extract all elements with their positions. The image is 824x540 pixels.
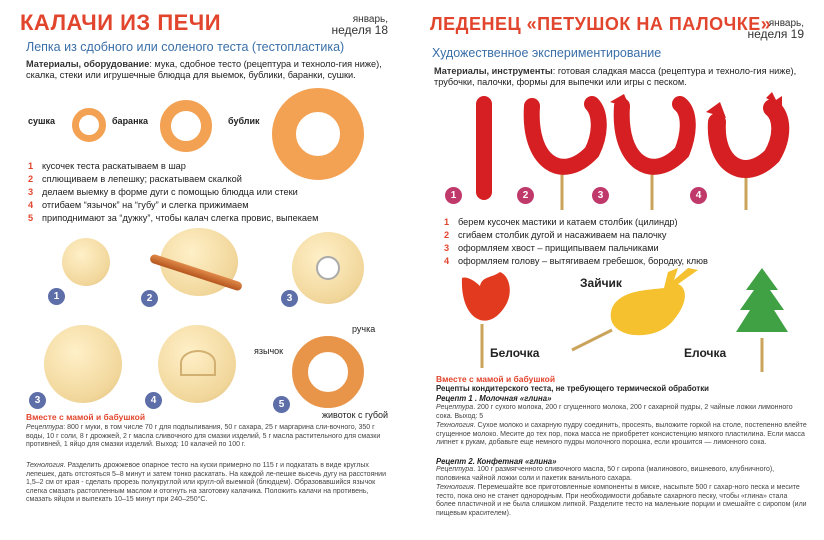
step-badge: 3 <box>592 187 609 204</box>
step-item: 5 приподнимают за “дужку”, чтобы калач слегка провис, выпекаем <box>28 213 319 223</box>
recipe-label: Рецептура <box>26 424 64 431</box>
step-item: 1 берем кусочек мастики и катаем столбик (цилиндр) <box>444 217 678 227</box>
step-item: 3 оформляем хвост – прищипываем пальчиками <box>444 243 659 253</box>
bunny-candy <box>611 268 698 335</box>
label-ruchka: ручка <box>352 324 376 334</box>
week-number: неделя 18 <box>331 23 388 37</box>
week-month: январь, <box>768 18 804 29</box>
ring-label-bublik: бублик <box>228 116 260 126</box>
steps-list <box>444 216 814 268</box>
together-title: Вместе с мамой и бабушкой <box>26 412 146 422</box>
technology2-text: Технология. Перемешайте все приготовленные компоненты в миске, насыпьте 500 г сахар-ного песка и месите тесто, пока оно не станет однородным. При необходимости добавьте сахарного песку, чтобы «глина» стала более пластичной и не была слишком липкой. Разделите тесто на маленькие порции и смешайте с сиропом (или пищевым красителем). <box>436 484 807 517</box>
step-item: 2 сгибаем столбик дугой и насаживаем на палочку <box>444 230 667 240</box>
recipe1-text: Рецептура. 200 г сухого молока, 200 г сгущенного молока, 200 г сахарной пудры, 2 чайные ложки лимонного сока. Выход: 5 <box>436 404 793 420</box>
recipe2-text: Рецептура. 100 г размягченного сливочного масла, 50 г сиропа (малинового, вишневого, клубничного), половинка чайной ложки соли и пакетик ванильного сахара. <box>436 466 775 482</box>
step-item: 4 оформляем голову – вытягиваем гребешок, бородку, клюв <box>444 256 708 266</box>
step-badge: 1 <box>48 288 65 305</box>
recipe-label: Рецептура <box>436 404 474 411</box>
baranka-ring <box>160 100 212 152</box>
dough-circle-illustration <box>44 325 122 403</box>
rooster-steps-illustration <box>432 92 802 214</box>
step-badge: 3 <box>281 290 298 307</box>
step-item: 3 делаем выемку в форме дуги с помощью блюдца или стеки <box>28 187 298 197</box>
fir-tree-candy <box>736 268 788 332</box>
candy-stage3 <box>622 104 688 167</box>
squirrel-candy <box>462 272 510 321</box>
materials-text <box>434 66 804 88</box>
technology-label: Технология <box>26 462 64 469</box>
step-badge: 2 <box>141 290 158 307</box>
label-belochka: Белочка <box>490 346 540 360</box>
week-label <box>744 18 804 40</box>
step-badge: 5 <box>273 396 290 413</box>
candy-stage4 <box>717 108 780 169</box>
step-badge: 1 <box>445 187 462 204</box>
recipe-text: Рецептура: 800 г муки, в том числе 70 г для подпыливания, 50 г сахара, 25 г маргарина сли-вочного, 350 г воды, 10 г соли, 8 г дрожжей, 2 г масла сливочного для смазки изделий, 5 г масла растительного для смазки противней, 1 яйцо для смазки изделий. Выход: 10 калачей по 100 г. <box>26 424 381 449</box>
saucer-illustration <box>316 256 340 280</box>
step-item: 1 кусочек теста раскатываем в шар <box>28 161 186 171</box>
label-yazychok: язычок <box>254 346 284 356</box>
technology-text: Технология. Разделить дрожжевое опарное тесто на куски примерно по 115 г и подкатать в виде круглых лепешек, дать отстояться 5–8 минут и затем тонко раскатать. На каждой ле-пешке высечь дугу на расстоянии 1,5–2 см от края - сделать прорезь полукруглой или кругл-ой выемкой (блюдцем). Образовавшийся язычок слегка смазать растопленным маслом и отогнуть на заготовку калачика. Положить калачи на противень, смазать яйцом и выпекать 10–15 минут при 240–250°С. <box>26 462 386 504</box>
step-badge: 2 <box>517 187 534 204</box>
materials-body: : готовая сладкая масса (рецептура и техноло-гия ниже), трубочки, палочки, формы для выпечки или игры с песком. <box>434 66 797 87</box>
sushka-ring <box>72 108 106 142</box>
step-badge: 4 <box>145 392 162 409</box>
step-item: 4 отгибаем “язычок” на “губу” и слегка прижимаем <box>28 200 249 210</box>
recipe-label: Рецептура <box>436 466 474 473</box>
technology-label: Технология <box>436 484 474 491</box>
subtitle: Художественное экспериментирование <box>432 46 662 60</box>
label-zaychik: Зайчик <box>580 276 622 290</box>
materials-body: : мука, сдобное тесто (рецептура и техноло-гия ниже), скалка, стеки или игрушечные блюдца для выемок, бублики, баранки, сушки. <box>26 59 382 80</box>
kalach-illustration <box>292 336 364 408</box>
label-elochka: Елочка <box>684 346 727 360</box>
subtitle: Лепка из сдобного или соленого теста (тестопластика) <box>26 40 345 54</box>
week-month: январь, <box>352 14 388 25</box>
steps-list <box>28 160 398 225</box>
technology-label: Технология <box>436 422 474 429</box>
page-title: КАЛАЧИ ИЗ ПЕЧИ <box>20 10 222 35</box>
step-badge: 4 <box>690 187 707 204</box>
label-zhivotok: животок с губой <box>322 410 389 420</box>
page-title: ЛЕДЕНЕЦ «ПЕТУШОК НА ПАЛОЧКЕ» <box>430 14 772 34</box>
ring-label-baranka: баранка <box>112 116 149 126</box>
step-item: 2 сплющиваем в лепешку; раскатываем скалкой <box>28 174 242 184</box>
candy-stick-stage1 <box>476 96 492 200</box>
ring-label-sushka: сушка <box>28 116 56 126</box>
candy-stage2 <box>532 104 599 167</box>
recipe1-title: Рецепт 1 . Молочная «глина» <box>436 394 552 403</box>
right-page <box>412 0 824 540</box>
tongue-arc-illustration <box>180 350 216 376</box>
recipes-heading: Рецепты кондитерского теста, не требующего термической обработки <box>436 384 709 393</box>
recipe2-title: Рецепт 2. Конфетная «глина» <box>436 457 557 466</box>
dough-ball-illustration <box>62 238 110 286</box>
technology1-text: Технология. Сухое молоко и сахарную пудру соединить, просеять, выложите горкой на столе, постепенно влейте сгущенное молоко. Месите до тех пор, пока масса не приобретет консистенцию мягкого пластилина. Если масса липнет к рукам, добавьте еще немного пудры молочного порошка, если крошится — лимонного сока. <box>436 422 807 447</box>
week-label <box>330 14 388 36</box>
step-badge: 3 <box>29 392 46 409</box>
materials-label: Материалы, оборудование <box>26 59 150 69</box>
together-title: Вместе с мамой и бабушкой <box>436 374 556 384</box>
week-number: неделя 19 <box>747 27 804 41</box>
materials-text <box>26 59 386 81</box>
materials-label: Материалы, инструменты <box>434 66 553 76</box>
